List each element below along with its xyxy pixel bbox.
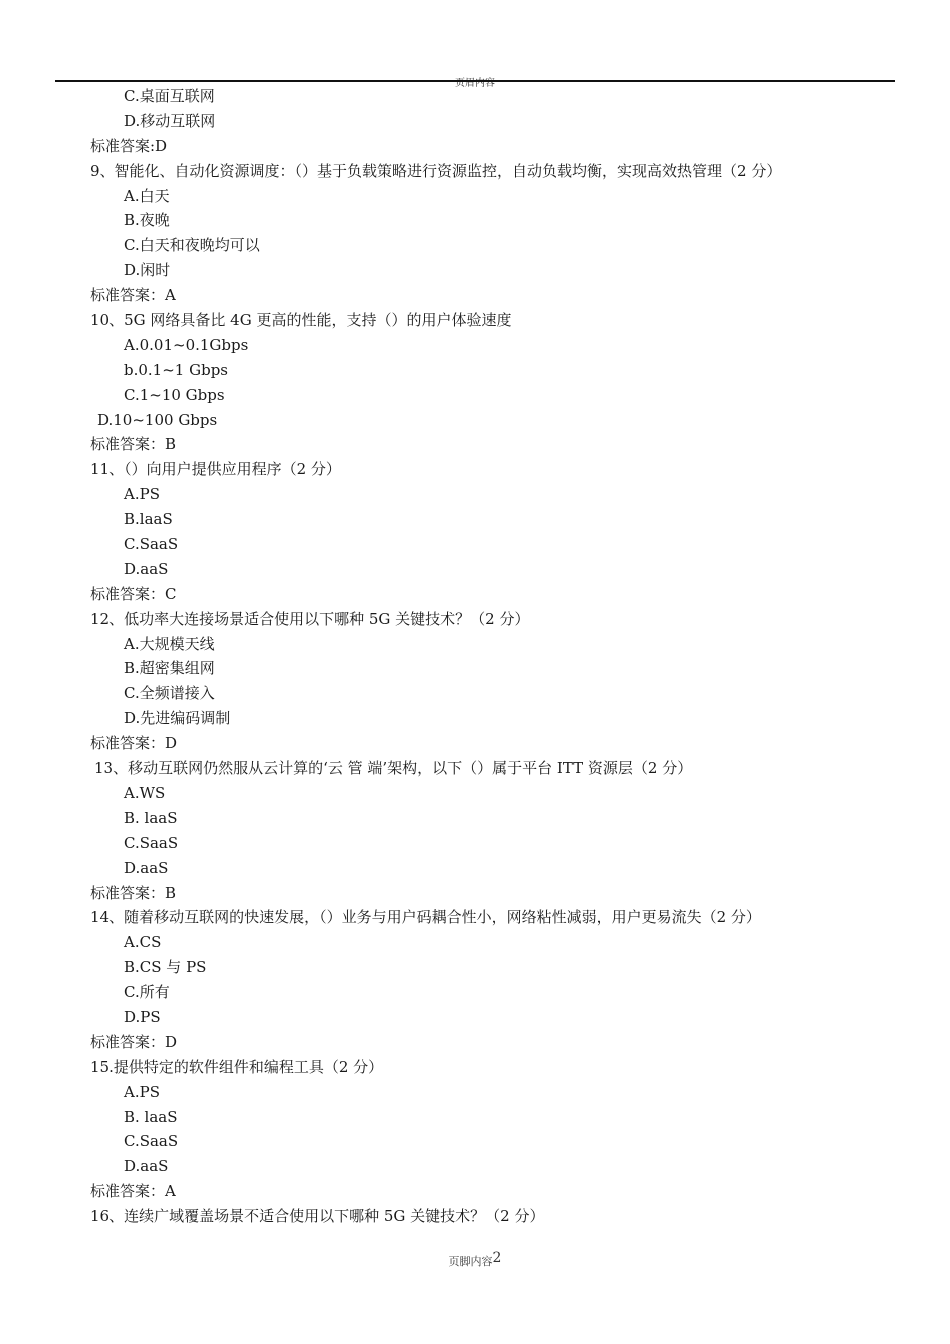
answer-option: A.PS	[124, 1082, 160, 1101]
answer-option: D.先进编码调制	[124, 709, 231, 728]
standard-answer: 标准答案：D	[90, 1032, 178, 1051]
answer-option: D.闲时	[124, 261, 171, 280]
answer-option: A.0.01~0.1Gbps	[124, 335, 249, 354]
answer-option: b.0.1~1 Gbps	[124, 360, 228, 379]
answer-option: A.CS	[124, 933, 162, 952]
standard-answer: 标准答案：B	[90, 435, 177, 454]
document-body	[90, 84, 890, 1229]
answer-option: C.1~10 Gbps	[124, 385, 225, 404]
standard-answer: 标准答案：A	[90, 286, 176, 305]
standard-answer: 标准答案：C	[90, 584, 177, 603]
answer-option: B.夜晚	[124, 211, 170, 230]
answer-option: C.白天和夜晚均可以	[124, 236, 260, 255]
answer-option: D.10~100 Gbps	[97, 410, 218, 429]
question-text: 15.提供特定的软件组件和编程工具（2 分）	[90, 1057, 384, 1076]
answer-option: A.白天	[124, 186, 170, 205]
question-text: 16、连续广域覆盖场景不适合使用以下哪种 5G 关键技术？（2 分）	[90, 1207, 545, 1226]
answer-option: C.桌面互联网	[124, 87, 215, 105]
answer-option: A.PS	[124, 485, 160, 504]
question-text: 13、移动互联网仍然服从云计算的‘云 管 端’架构，以下（）属于平台 ITT 资源层（2 分）	[94, 759, 693, 778]
answer-option: D.aaS	[124, 1157, 169, 1176]
standard-answer: 标准答案:D	[90, 136, 168, 155]
answer-option: C.SaaS	[124, 535, 179, 554]
header-divider	[55, 80, 895, 82]
standard-answer: 标准答案：A	[90, 1182, 176, 1201]
question-text: 14、随着移动互联网的快速发展，（）业务与用户码耦合性小，网络粘性减弱，用户更易流失（2 分）	[90, 908, 761, 927]
answer-option: B. laaS	[124, 808, 178, 827]
answer-option: D.PS	[124, 1007, 161, 1026]
answer-option: C.全频谱接入	[124, 684, 215, 703]
answer-option: A.WS	[124, 783, 166, 802]
answer-option: D.移动互联网	[124, 111, 216, 130]
answer-option: B.超密集组网	[124, 659, 215, 678]
answer-option: B.laaS	[124, 510, 173, 529]
answer-option: C.所有	[124, 983, 170, 1002]
page-header: 页眉内容	[455, 78, 495, 89]
page-footer	[0, 1250, 950, 1269]
footer-label: 页脚内容	[448, 1255, 493, 1268]
answer-option: B. laaS	[124, 1107, 178, 1126]
question-text: 9、智能化、自动化资源调度：（）基于负载策略进行资源监控，自动负载均衡，实现高效热管理（2 分）	[90, 161, 782, 180]
page-number: 2	[492, 1250, 502, 1266]
answer-option: C.SaaS	[124, 833, 179, 852]
question-text: 10、5G 网络具备比 4G 更高的性能，支持（）的用户体验速度	[90, 311, 512, 330]
answer-option: B.CS 与 PS	[124, 958, 207, 977]
question-text: 12、低功率大连接场景适合使用以下哪种 5G 关键技术？（2 分）	[90, 609, 530, 628]
answer-option: D.aaS	[124, 559, 169, 578]
question-text: 11、（）向用户提供应用程序（2 分）	[90, 460, 341, 479]
answer-option: A.大规模天线	[124, 634, 215, 653]
standard-answer: 标准答案：B	[90, 883, 177, 902]
answer-option: C.SaaS	[124, 1132, 179, 1151]
standard-answer: 标准答案：D	[90, 734, 178, 753]
answer-option: D.aaS	[124, 858, 169, 877]
